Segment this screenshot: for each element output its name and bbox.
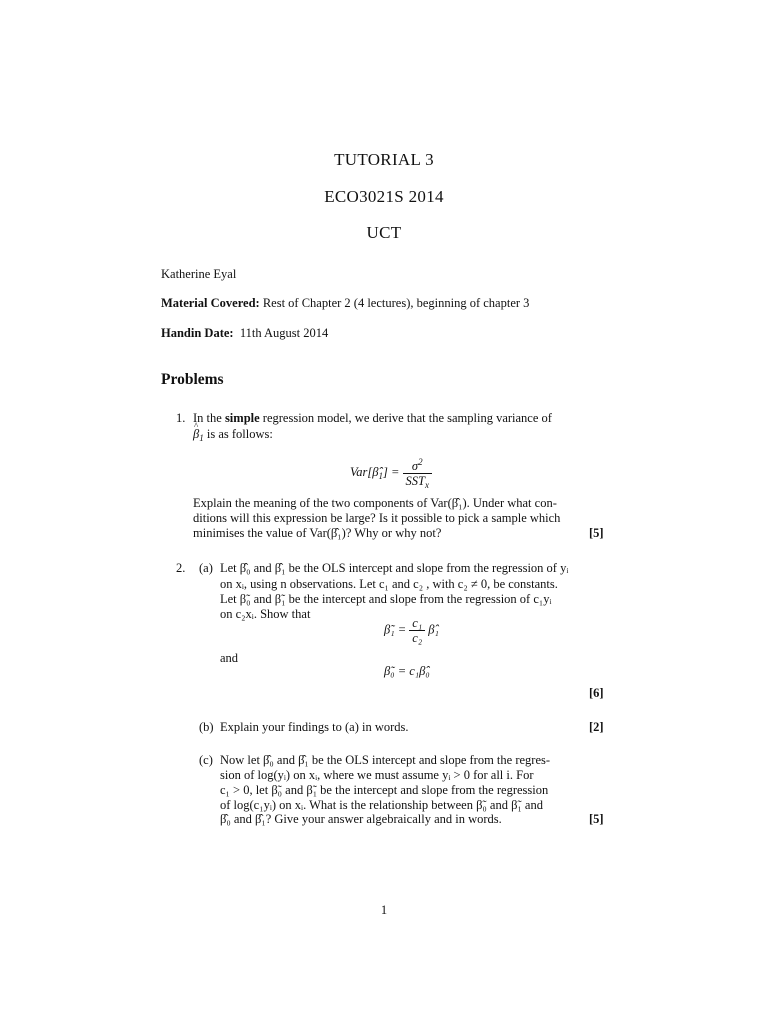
handin-date bbox=[161, 326, 328, 341]
q2b-label: (b) bbox=[199, 720, 214, 734]
q2a-line1: Let β̂₀ and β̂₁ be the OLS intercept and slope from the regression of yᵢ bbox=[220, 561, 569, 575]
eq1-lhs: β̃₁ = bbox=[384, 622, 407, 637]
q1-intro-a: In the bbox=[193, 411, 222, 425]
handin-label: Handin Date: bbox=[161, 326, 234, 340]
q2-number: 2. bbox=[176, 561, 186, 575]
q1-intro-b: regression model, we derive that the sampling variance of bbox=[262, 411, 552, 425]
q1-intro bbox=[193, 411, 603, 426]
eq1-rhs: β̂₁ bbox=[428, 622, 439, 637]
q2a-eq2: β̃₀ = c₁β̂₀ bbox=[384, 664, 430, 678]
material-label: Material Covered: bbox=[161, 296, 260, 310]
q2c-line1: Now let β̂₀ and β̂₁ be the OLS intercept and slope from the regres- bbox=[220, 753, 551, 767]
eq1-fraction bbox=[409, 616, 425, 645]
institution: UCT bbox=[366, 223, 402, 242]
q2b-text: Explain your findings to (a) in words. bbox=[220, 720, 409, 734]
q1-variance-formula bbox=[350, 455, 432, 492]
eq1-denominator: c₂ bbox=[412, 631, 423, 645]
course-code: ECO3021S 2014 bbox=[324, 187, 444, 206]
q1-number: 1. bbox=[176, 411, 186, 425]
q2a-eq1 bbox=[384, 616, 439, 645]
q1-text-line3: minimises the value of Var(β̂₁)? Why or why not? bbox=[193, 526, 442, 540]
material-covered bbox=[161, 296, 529, 311]
q1-text-line2: ditions will this expression be large? Is it possible to pick a sample which bbox=[193, 511, 561, 525]
q2a-marks: [6] bbox=[589, 686, 604, 700]
formula-lhs: $Var[\betâ_1]$ = bbox=[350, 465, 400, 482]
formula-fraction bbox=[403, 455, 432, 492]
q1-intro-line2 bbox=[193, 427, 273, 446]
q1-marks: [5] bbox=[589, 526, 604, 540]
eq1-numerator: c₁ bbox=[409, 616, 425, 631]
q2a-line4: on c₂xᵢ. Show that bbox=[220, 607, 311, 621]
q2c-label: (c) bbox=[199, 753, 213, 767]
q2c-marks: [5] bbox=[589, 812, 604, 826]
q2a-line3: Let β̃₀ and β̃₁ be the intercept and slope from the regression of c₁yᵢ bbox=[220, 592, 552, 606]
q2c-line4: of log(c₁yᵢ) on xᵢ. What is the relationship between β̃₀ and β̃₁ and bbox=[220, 798, 543, 812]
material-value: Rest of Chapter 2 (4 lectures), beginning of chapter 3 bbox=[262, 296, 530, 310]
q2a-label: (a) bbox=[199, 561, 213, 575]
page-number: 1 bbox=[380, 903, 388, 917]
q2c-line2: sion of log(yᵢ) on xᵢ, where we must assume yᵢ > 0 for all i. For bbox=[220, 768, 534, 782]
q2c-line5: β̂₀ and β̂₁? Give your answer algebraically and in words. bbox=[220, 812, 502, 826]
q1-text-line1: Explain the meaning of the two components of Var(β̂₁). Under what con- bbox=[193, 496, 557, 510]
formula-denominator: $SST_x$ bbox=[405, 474, 429, 490]
q2a-line2: on xᵢ, using n observations. Let c₁ and c₂ , with c₂ ≠ 0, be constants. bbox=[220, 577, 558, 591]
q1-intro-c: is as follows: bbox=[206, 427, 273, 441]
author: Katherine Eyal bbox=[161, 267, 237, 281]
q2b-marks: [2] bbox=[589, 720, 604, 734]
tutorial-title: TUTORIAL 3 bbox=[334, 150, 434, 169]
problems-heading: Problems bbox=[161, 371, 224, 388]
beta-hat-symbol: ^ $\beta_1$ bbox=[193, 427, 204, 446]
q1-intro-bold: simple bbox=[224, 411, 260, 425]
q2a-and: and bbox=[220, 651, 239, 665]
q2c-line3: c₁ > 0, let β̃₀ and β̃₁ be the intercept and slope from the regression bbox=[220, 783, 549, 797]
formula-numerator: $\sigma^2$ bbox=[403, 455, 432, 474]
handin-value: 11th August 2014 bbox=[239, 326, 329, 340]
